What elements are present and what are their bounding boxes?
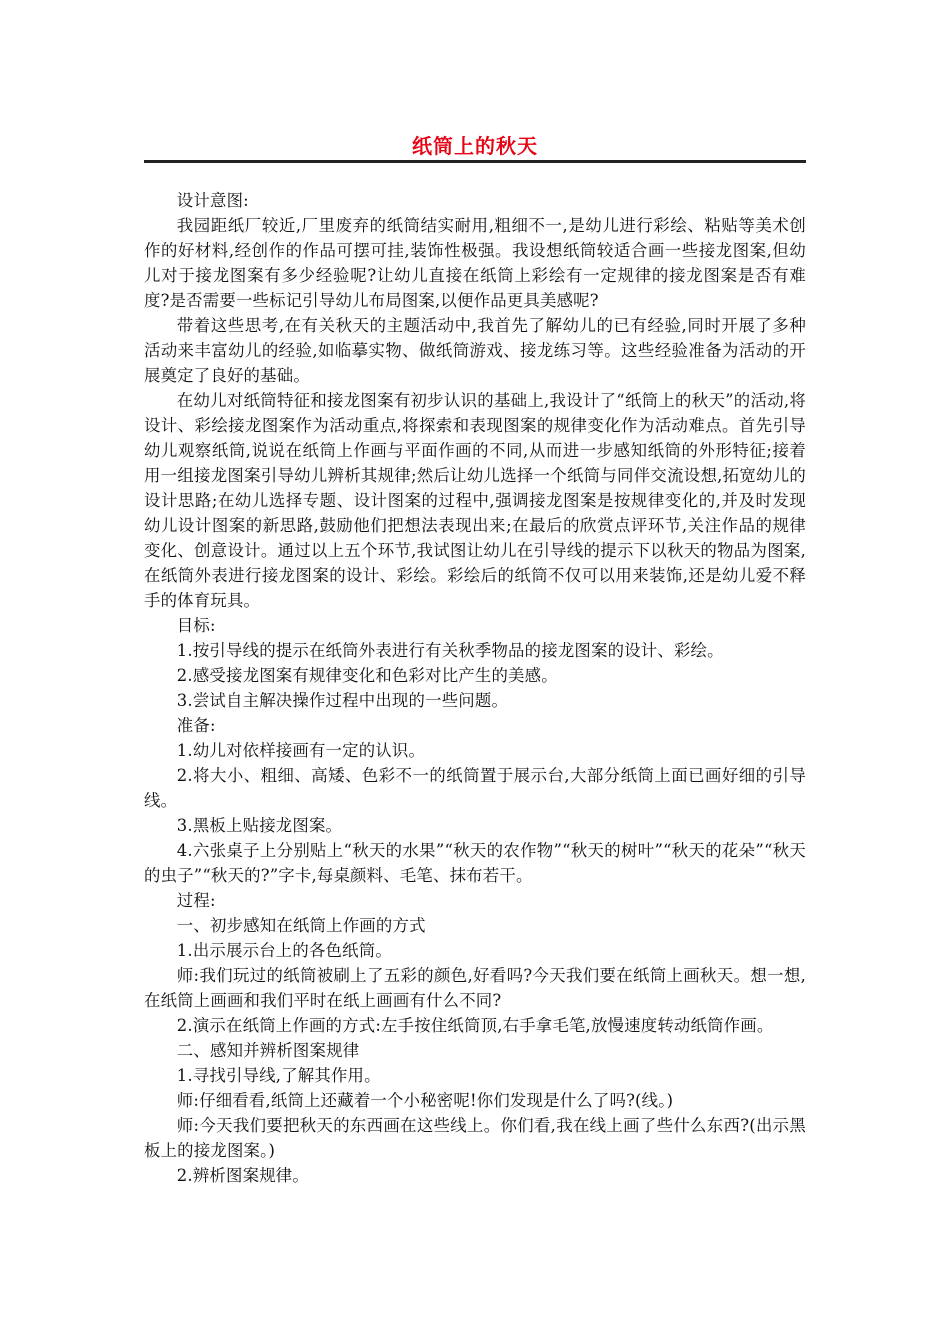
document-body	[144, 188, 806, 1188]
list-item: 2.辨析图案规律。	[176, 1166, 309, 1185]
section-heading-design-intent: 设计意图:	[176, 191, 249, 210]
dialogue-paragraph: 师:我们玩过的纸筒被刷上了五彩的颜色,好看吗?今天我们要在纸筒上画秋天。想一想,在纸筒上画画和我们平时在纸上画画有什么不同?	[144, 966, 806, 1010]
dialogue-paragraph: 师:今天我们要把秋天的东西画在这些线上。你们看,我在线上画了些什么东西?(出示黑板上的接龙图案。)	[144, 1116, 806, 1160]
list-item: 2.演示在纸筒上作画的方式:左手按住纸筒顶,右手拿毛笔,放慢速度转动纸筒作画。	[176, 1016, 774, 1035]
paragraph: 我园距纸厂较近,厂里废弃的纸筒结实耐用,粗细不一,是幼儿进行彩绘、粘贴等美术创作的好材料,经创作的作品可摆可挂,装饰性极强。我设想纸筒较适合画一些接龙图案,但幼儿对于接龙图案有多少经验呢?让幼儿直接在纸筒上彩绘有一定规律的接龙图案是否有难度?是否需要一些标记引导幼儿布局图案,以便作品更具美感呢?	[144, 216, 806, 310]
list-item: 2.感受接龙图案有规律变化和色彩对比产生的美感。	[176, 666, 558, 685]
list-item: 1.出示展示台上的各色纸筒。	[176, 941, 392, 960]
subsection-heading: 一、初步感知在纸筒上作画的方式	[176, 916, 426, 935]
list-item: 3.尝试自主解决操作过程中出现的一些问题。	[176, 691, 509, 710]
document-title: 纸筒上的秋天	[412, 134, 538, 158]
paragraph: 在幼儿对纸筒特征和接龙图案有初步认识的基础上,我设计了“纸筒上的秋天”的活动,将设计、彩绘接龙图案作为活动重点,将探索和表现图案的规律变化作为活动难点。首先引导幼儿观察纸筒,说说在纸筒上作画与平面作画的不同,从而进一步感知纸筒的外形特征;接着用一组接龙图案引导幼儿辨析其规律;然后让幼儿选择一个纸筒与同伴交流设想,拓宽幼儿的设计思路;在幼儿选择专题、设计图案的过程中,强调接龙图案是按规律变化的,并及时发现幼儿设计图案的新思路,鼓励他们把想法表现出来;在最后的欣赏点评环节,关注作品的规律变化、创意设计。通过以上五个环节,我试图让幼儿在引导线的提示下以秋天的物品为图案,在纸筒外表进行接龙图案的设计、彩绘。彩绘后的纸筒不仅可以用来装饰,还是幼儿爱不释手的体育玩具。	[144, 391, 806, 610]
list-item: 1.幼儿对依样接画有一定的认识。	[176, 741, 426, 760]
list-item: 1.寻找引导线,了解其作用。	[176, 1066, 381, 1085]
section-heading-goals: 目标:	[176, 616, 216, 635]
list-item: 3.黑板上贴接龙图案。	[176, 816, 343, 835]
list-item: 4.六张桌子上分别贴上“秋天的水果”“秋天的农作物”“秋天的树叶”“秋天的花朵”“秋天的虫子”“秋天的?”字卡,每桌颜料、毛笔、抹布若干。	[144, 841, 806, 885]
title-block	[144, 133, 806, 163]
section-heading-process: 过程:	[176, 891, 216, 910]
section-heading-preparation: 准备:	[176, 716, 216, 735]
list-item: 1.按引导线的提示在纸筒外表进行有关秋季物品的接龙图案的设计、彩绘。	[176, 641, 724, 660]
dialogue-paragraph: 师:仔细看看,纸筒上还藏着一个小秘密呢!你们发现是什么了吗?(线。)	[176, 1091, 674, 1110]
subsection-heading: 二、感知并辨析图案规律	[176, 1041, 360, 1060]
list-item: 2.将大小、粗细、高矮、色彩不一的纸筒置于展示台,大部分纸筒上面已画好细的引导线。	[144, 766, 806, 810]
paragraph: 带着这些思考,在有关秋天的主题活动中,我首先了解幼儿的已有经验,同时开展了多种活动来丰富幼儿的经验,如临摹实物、做纸筒游戏、接龙练习等。这些经验准备为活动的开展奠定了良好的基础。	[144, 316, 806, 385]
